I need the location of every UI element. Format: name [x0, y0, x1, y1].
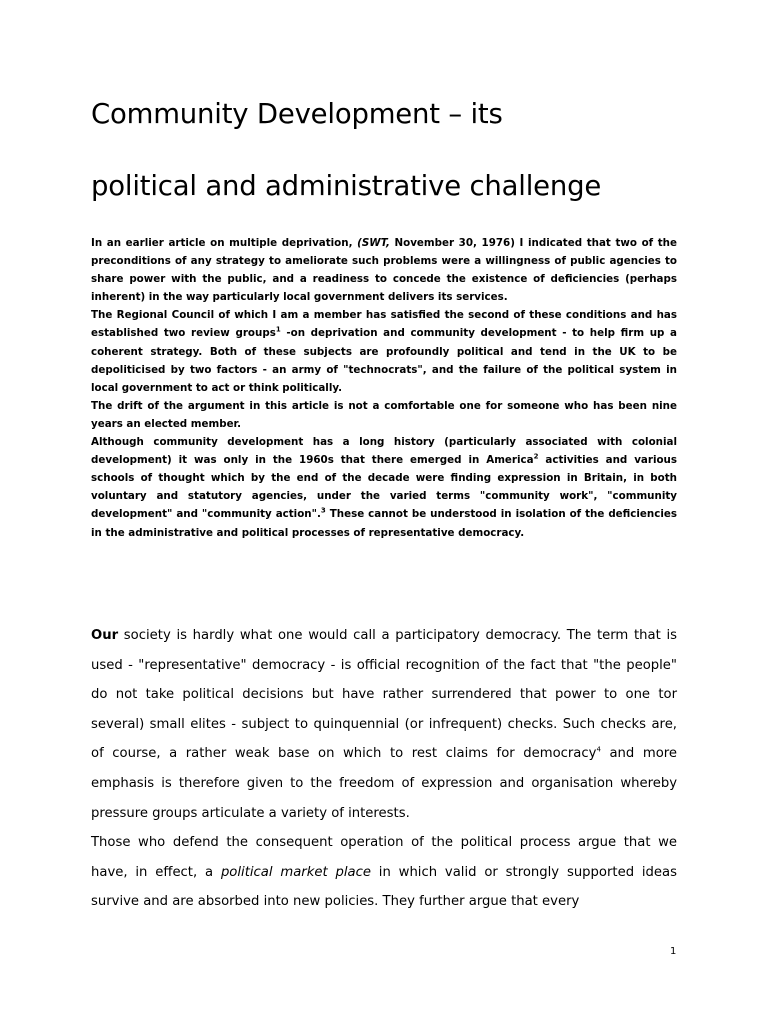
body-section — [91, 621, 677, 917]
intro-paragraph-3: The drift of the argument in this article is not a comfortable one for someone who has been nine years an elected member. — [91, 399, 677, 430]
page-number: 1 — [670, 946, 677, 957]
footnote-marker-2: 2 — [533, 452, 539, 461]
body-paragraph-1 — [91, 621, 677, 828]
footnote-marker-4: 4 — [596, 745, 601, 754]
text-run: The Regional Council of which I am a member has satisfied the second of these conditions and has established two review groups — [91, 309, 677, 340]
text-run: These cannot be understood in isolation of the deficiencies in the administrative and political processes of representative democracy. — [91, 508, 677, 539]
text-run: society is hardly what one would call a participatory democracy. The term that is used - "representative" democracy - is official recognition of the fact that "the people" do not take political decisions but have rather surrendered that power to one tor several) small elites - subject to quinquennial (or infrequent) checks. Such checks are, of course, a rather weak base on which to rest claims for democracy — [91, 628, 677, 762]
lead-word: Our — [91, 628, 119, 643]
footnote-marker-3: 3 — [320, 506, 326, 515]
text-run: Those who defend the consequent operation of the political process argue that we have, in effect, a — [91, 835, 677, 880]
text-run: and more emphasis is therefore given to the freedom of expression and organisation whereby pressure groups articulate a variety of interests. — [91, 746, 678, 821]
intro-paragraph-4 — [91, 433, 677, 542]
citation: (SWT, — [357, 237, 390, 249]
emphasis: political market place — [220, 864, 371, 880]
intro-paragraph-2 — [91, 306, 677, 396]
text-run: In an earlier article on multiple deprivation, — [91, 237, 358, 249]
body-paragraph-2 — [91, 828, 677, 917]
intro-section — [91, 234, 677, 542]
text-run: Although community development has a long history (particularly associated with colonial development) it was only in the 1960s that there emerged in America — [91, 436, 677, 467]
text-run: in which valid or strongly supported ideas survive and are absorbed into new policies. They further argue that every — [91, 864, 677, 910]
text-run: -on deprivation and community development - to help firm up a coherent strategy. Both of these subjects are profoundly political and tend in the UK to be depoliticised by two factors - an army of "technocrats", and the failure of the political system in local government to act or think politically. — [91, 327, 677, 394]
intro-paragraph-1 — [91, 234, 677, 306]
footnote-marker-1: 1 — [275, 326, 281, 335]
text-run: November 30, 1976) I indicated that two of the preconditions of any strategy to ameliorate such problems were a willingness of public agencies to share power with the public, and a readiness to concede the existence of deficiencies (perhaps inherent) in the way particularly local government delivers its services. — [91, 237, 677, 304]
page-title-line-2: political and administrative challenge — [91, 170, 602, 202]
page-title-line-1: Community Development – its — [91, 98, 503, 130]
text-run: activities and various schools of thought which by the end of the decade were finding expression in Britain, in both voluntary and statutory agencies, under the varied terms "community work", "community development" and "community action". — [91, 454, 678, 521]
